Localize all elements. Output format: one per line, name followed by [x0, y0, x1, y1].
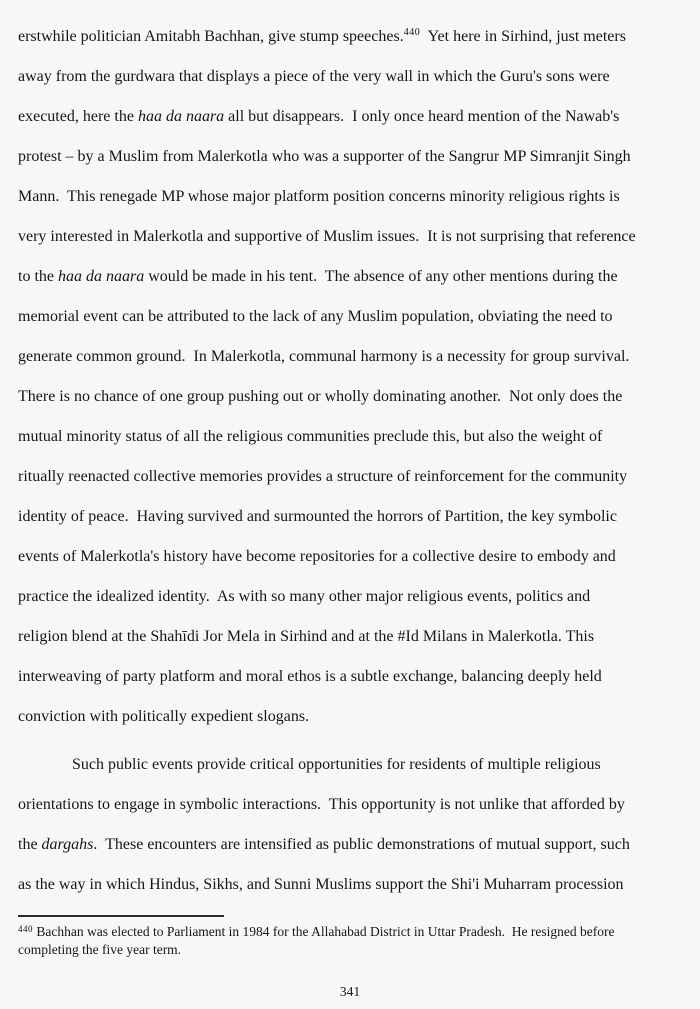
text-segment: haa da naara [58, 268, 145, 285]
text-line [18, 337, 686, 377]
text-segment: . These encounters are intensified as public demonstrations of mutual support, such [93, 836, 630, 853]
text-line [18, 745, 686, 785]
text-segment: mutual minority status of all the religious communities preclude this, but also the weight of [18, 428, 603, 445]
text-segment: memorial event can be attributed to the lack of any Muslim population, obviating the need to [18, 308, 613, 325]
text-line [18, 497, 686, 537]
text-line [18, 217, 686, 257]
text-line [18, 941, 686, 959]
text-segment: dargahs [41, 836, 94, 853]
text-segment: executed, here the [18, 108, 138, 125]
text-segment: away from the gurdwara that displays a piece of the very wall in which the Guru's sons were [18, 68, 610, 85]
footnote-reference: 440 [18, 924, 33, 934]
text-line [18, 457, 686, 497]
text-line [18, 137, 686, 177]
text-line [18, 617, 686, 657]
text-line [18, 57, 686, 97]
text-segment: erstwhile politician Amitabh Bachhan, give stump speeches. [18, 28, 404, 45]
text-line [18, 377, 686, 417]
text-segment: the [18, 836, 42, 853]
text-segment: Such public events provide critical opportunities for residents of multiple religious [72, 756, 601, 773]
text-line [18, 97, 686, 137]
text-segment: religion blend at the Shahīdi Jor Mela in Sirhind and at the #Id Milans in Malerkotla. This [18, 628, 595, 645]
text-segment: generate common ground. In Malerkotla, communal harmony is a necessity for group survival. [18, 348, 630, 365]
text-line [18, 577, 686, 617]
text-line [18, 825, 686, 865]
text-segment: would be made in his tent. The absence of any other mentions during the [144, 268, 618, 285]
text-segment: completing the five year term. [18, 941, 182, 957]
footnote-reference: 440 [403, 27, 421, 38]
text-line [18, 697, 686, 737]
text-line [18, 257, 686, 297]
text-segment: identity of peace. Having survived and surmounted the horrors of Partition, the key symbolic [18, 508, 617, 525]
text-segment: Mann. This renegade MP whose major platform position concerns minority religious rights is [18, 188, 620, 205]
page-footer [0, 984, 700, 1000]
text-segment: interweaving of party platform and moral ethos is a subtle exchange, balancing deeply held [18, 668, 602, 685]
text-segment: conviction with politically expedient slogans. [18, 708, 310, 725]
footnote-separator [18, 915, 224, 917]
text-line [18, 785, 686, 825]
text-line [18, 17, 686, 57]
text-segment: all but disappears. I only once heard mention of the Nawab's [224, 108, 620, 125]
text-line [18, 177, 686, 217]
text-line [18, 537, 686, 577]
text-segment: haa da naara [137, 108, 225, 125]
text-segment: practice the idealized identity. As with so many other major religious events, politics and [18, 588, 591, 605]
text-segment: Bachhan was elected to Parliament in 1984 for the Allahabad District in Uttar Pradesh. He resigned before [33, 924, 615, 939]
text-segment: protest – by a Muslim from Malerkotla who was a supporter of the Sangrur MP Simranjit Singh [18, 148, 631, 165]
text-segment: to the [18, 268, 58, 285]
text-segment: events of Malerkotla's history have become repositories for a collective desire to embody and [18, 548, 616, 565]
text-line [18, 417, 686, 457]
text-segment: ritually reenacted collective memories provides a structure of reinforcement for the community [18, 468, 628, 485]
text-segment: as the way in which Hindus, Sikhs, and Sunni Muslims support the Shi'i Muharram procession [18, 876, 624, 893]
page-number: 341 [339, 984, 361, 999]
text-segment: Yet here in Sirhind, just meters [420, 28, 626, 45]
paragraph [18, 17, 686, 737]
text-line [18, 923, 686, 941]
paragraph [18, 745, 686, 905]
text-segment: orientations to engage in symbolic interactions. This opportunity is not unlike that afforded by [18, 796, 625, 813]
text-line [18, 865, 686, 905]
text-segment: There is no chance of one group pushing out or wholly dominating another. Not only does the [18, 388, 623, 405]
text-line [18, 297, 686, 337]
text-line [18, 657, 686, 697]
footnote [18, 915, 686, 958]
footnote-text [18, 923, 686, 958]
text-segment: very interested in Malerkotla and supportive of Muslim issues. It is not surprising that reference [18, 228, 636, 245]
